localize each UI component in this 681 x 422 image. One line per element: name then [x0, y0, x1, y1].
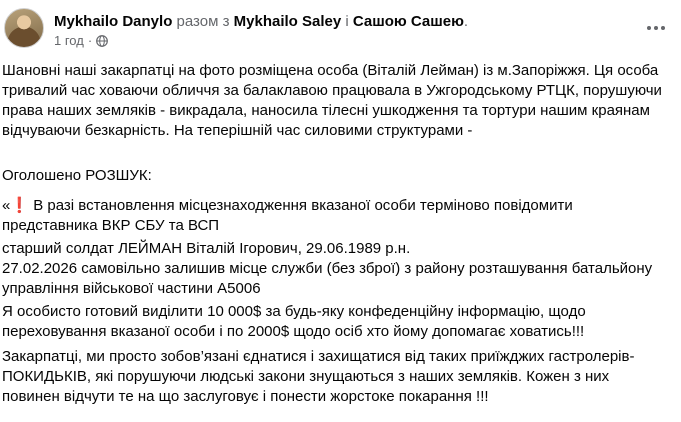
author-name[interactable]: Mykhailo Danylo — [54, 13, 173, 30]
more-dot — [661, 26, 665, 30]
more-dot — [654, 26, 658, 30]
with-text: разом з — [176, 13, 230, 30]
post-paragraph-3-text: В разі встановлення місцезнаходження вказаної особи терміново повідомити представника ВКР СБУ та ВСП — [2, 197, 573, 234]
and-text: і — [345, 13, 349, 30]
more-options-button[interactable] — [640, 14, 672, 42]
tagged-user-1[interactable]: Mykhailo Saley — [233, 13, 342, 30]
post-paragraph-3 — [0, 196, 681, 236]
post-paragraph-6: Закарпатці, ми просто зобов’язані єднатися і захищатися від таких приїжджих гастролерів-ПОКИДЬКІВ, які порушуючи людські закони знущаються з наших земляків. Кожен з них повинен відчути те на що заслуговує і понести жорстоке покарання !!! — [2, 348, 635, 405]
meta-separator: · — [87, 33, 93, 48]
globe-icon[interactable] — [96, 35, 108, 47]
author-line — [54, 12, 468, 31]
post-paragraph-4-line-1: старший солдат ЛЕЙМАН Віталій Ігорович, 29.06.1989 р.н. — [2, 240, 411, 257]
post-paragraph-2: Оголошено РОЗШУК: — [2, 167, 152, 184]
more-horizontal-icon — [647, 26, 651, 30]
period: . — [463, 13, 469, 30]
tagged-user-2[interactable]: Сашою Сашею — [352, 13, 464, 30]
post-paragraph-4 — [0, 239, 681, 299]
quote-mark: « — [2, 197, 11, 214]
avatar[interactable] — [4, 8, 44, 48]
exclamation-icon: ❗ — [10, 197, 30, 214]
post-time[interactable]: 1 год — [54, 33, 84, 48]
post-header — [0, 0, 681, 56]
post-meta — [54, 33, 108, 49]
post-paragraph-5: Я особисто готовий виділити 10 000$ за будь-яку конфеденційну інформацію, щодо переховування вказаної особи і по 2000$ щодо осіб хто йому допомагає ховатись!!! — [2, 303, 586, 340]
post-paragraph-4-line-2: 27.02.2026 самовільно залишив місце служби (без зброї) з району розташування батальйону управління військової частини А5006 — [2, 260, 653, 297]
post-paragraph-1: Шановні наші закарпатці на фото розміщена особа (Віталій Лейман) із м.Запоріжжя. Ця особа тривалий час ховаючи обличчя за балаклавою працювала в Ужгородському РТЦК, порушуючи права наших земляків - викрадала, наносила тілесні ушкодження та тортури нашим краянам відчуваючи безкарність. На теперішній час силовими структурами - — [2, 62, 662, 139]
